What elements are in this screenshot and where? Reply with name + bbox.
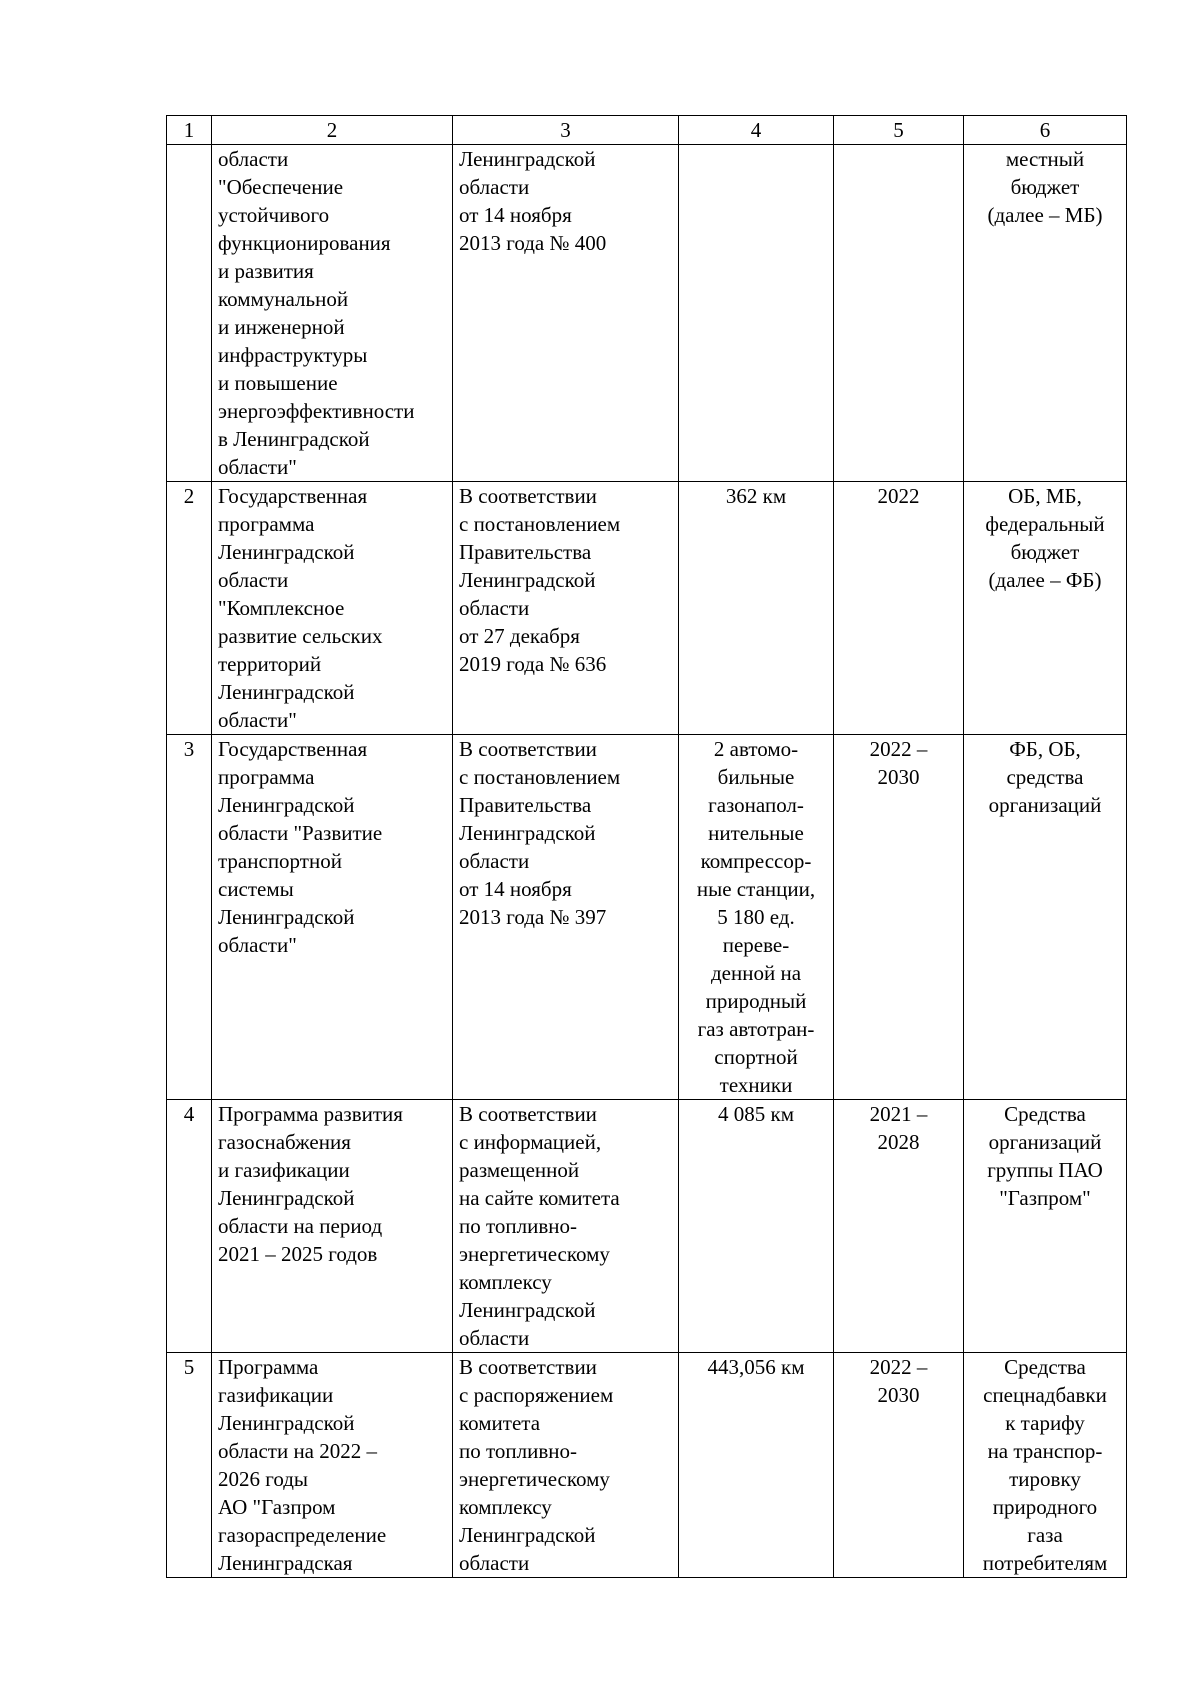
column-header: 1 — [167, 116, 212, 145]
program-name: области "Обеспечение устойчивого функционирования и развития коммунальной и инженерной инфраструктуры и повышение энергоэффективности в Ленинградской области" — [212, 145, 453, 482]
program-period: 2022 – 2030 — [834, 1353, 964, 1578]
program-basis: В соответствии с информацией, размещенной на сайте комитета по топливно- энергетическому комплексу Ленинградской области — [453, 1100, 679, 1353]
column-header: 3 — [453, 116, 679, 145]
program-period — [834, 145, 964, 482]
table-row — [167, 735, 1127, 1100]
program-volume: 4 085 км — [679, 1100, 834, 1353]
program-volume: 362 км — [679, 482, 834, 735]
program-name: Государственная программа Ленинградской области "Комплексное развитие сельских территорий Ленинградской области" — [212, 482, 453, 735]
column-header: 6 — [964, 116, 1127, 145]
program-period: 2022 — [834, 482, 964, 735]
program-name: Государственная программа Ленинградской области "Развитие транспортной системы Ленинградской области" — [212, 735, 453, 1100]
row-number: 3 — [167, 735, 212, 1100]
program-basis: В соответствии с постановлением Правительства Ленинградской области от 14 ноября 2013 года № 397 — [453, 735, 679, 1100]
program-period: 2021 – 2028 — [834, 1100, 964, 1353]
row-number — [167, 145, 212, 482]
row-number: 2 — [167, 482, 212, 735]
funding-source: ФБ, ОБ, средства организаций — [964, 735, 1127, 1100]
column-header: 2 — [212, 116, 453, 145]
funding-source: Средства спецнадбавки к тарифу на транспор- тировку природного газа потребителям — [964, 1353, 1127, 1578]
program-volume: 443,056 км — [679, 1353, 834, 1578]
program-basis: В соответствии с постановлением Правительства Ленинградской области от 27 декабря 2019 года № 636 — [453, 482, 679, 735]
row-number: 5 — [167, 1353, 212, 1578]
column-header: 4 — [679, 116, 834, 145]
funding-source: местный бюджет (далее – МБ) — [964, 145, 1127, 482]
funding-source: ОБ, МБ, федеральный бюджет (далее – ФБ) — [964, 482, 1127, 735]
funding-source: Средства организаций группы ПАО "Газпром" — [964, 1100, 1127, 1353]
table-header-row — [167, 116, 1127, 145]
program-volume — [679, 145, 834, 482]
row-number: 4 — [167, 1100, 212, 1353]
program-volume: 2 автомо- бильные газонапол- нительные компрессор- ные станции, 5 180 ед. переве- денной на природный газ автотран- спортной техники — [679, 735, 834, 1100]
column-header: 5 — [834, 116, 964, 145]
program-period: 2022 – 2030 — [834, 735, 964, 1100]
table-row — [167, 1100, 1127, 1353]
program-basis: В соответствии с распоряжением комитета по топливно- энергетическому комплексу Ленинградской области — [453, 1353, 679, 1578]
program-name: Программа газификации Ленинградской области на 2022 – 2026 годы АО "Газпром газораспределение Ленинградская — [212, 1353, 453, 1578]
table-row — [167, 145, 1127, 482]
table-row — [167, 1353, 1127, 1578]
program-basis: Ленинградской области от 14 ноября 2013 года № 400 — [453, 145, 679, 482]
programs-table — [166, 115, 1127, 1578]
table-row — [167, 482, 1127, 735]
program-name: Программа развития газоснабжения и газификации Ленинградской области на период 2021 – 2025 годов — [212, 1100, 453, 1353]
